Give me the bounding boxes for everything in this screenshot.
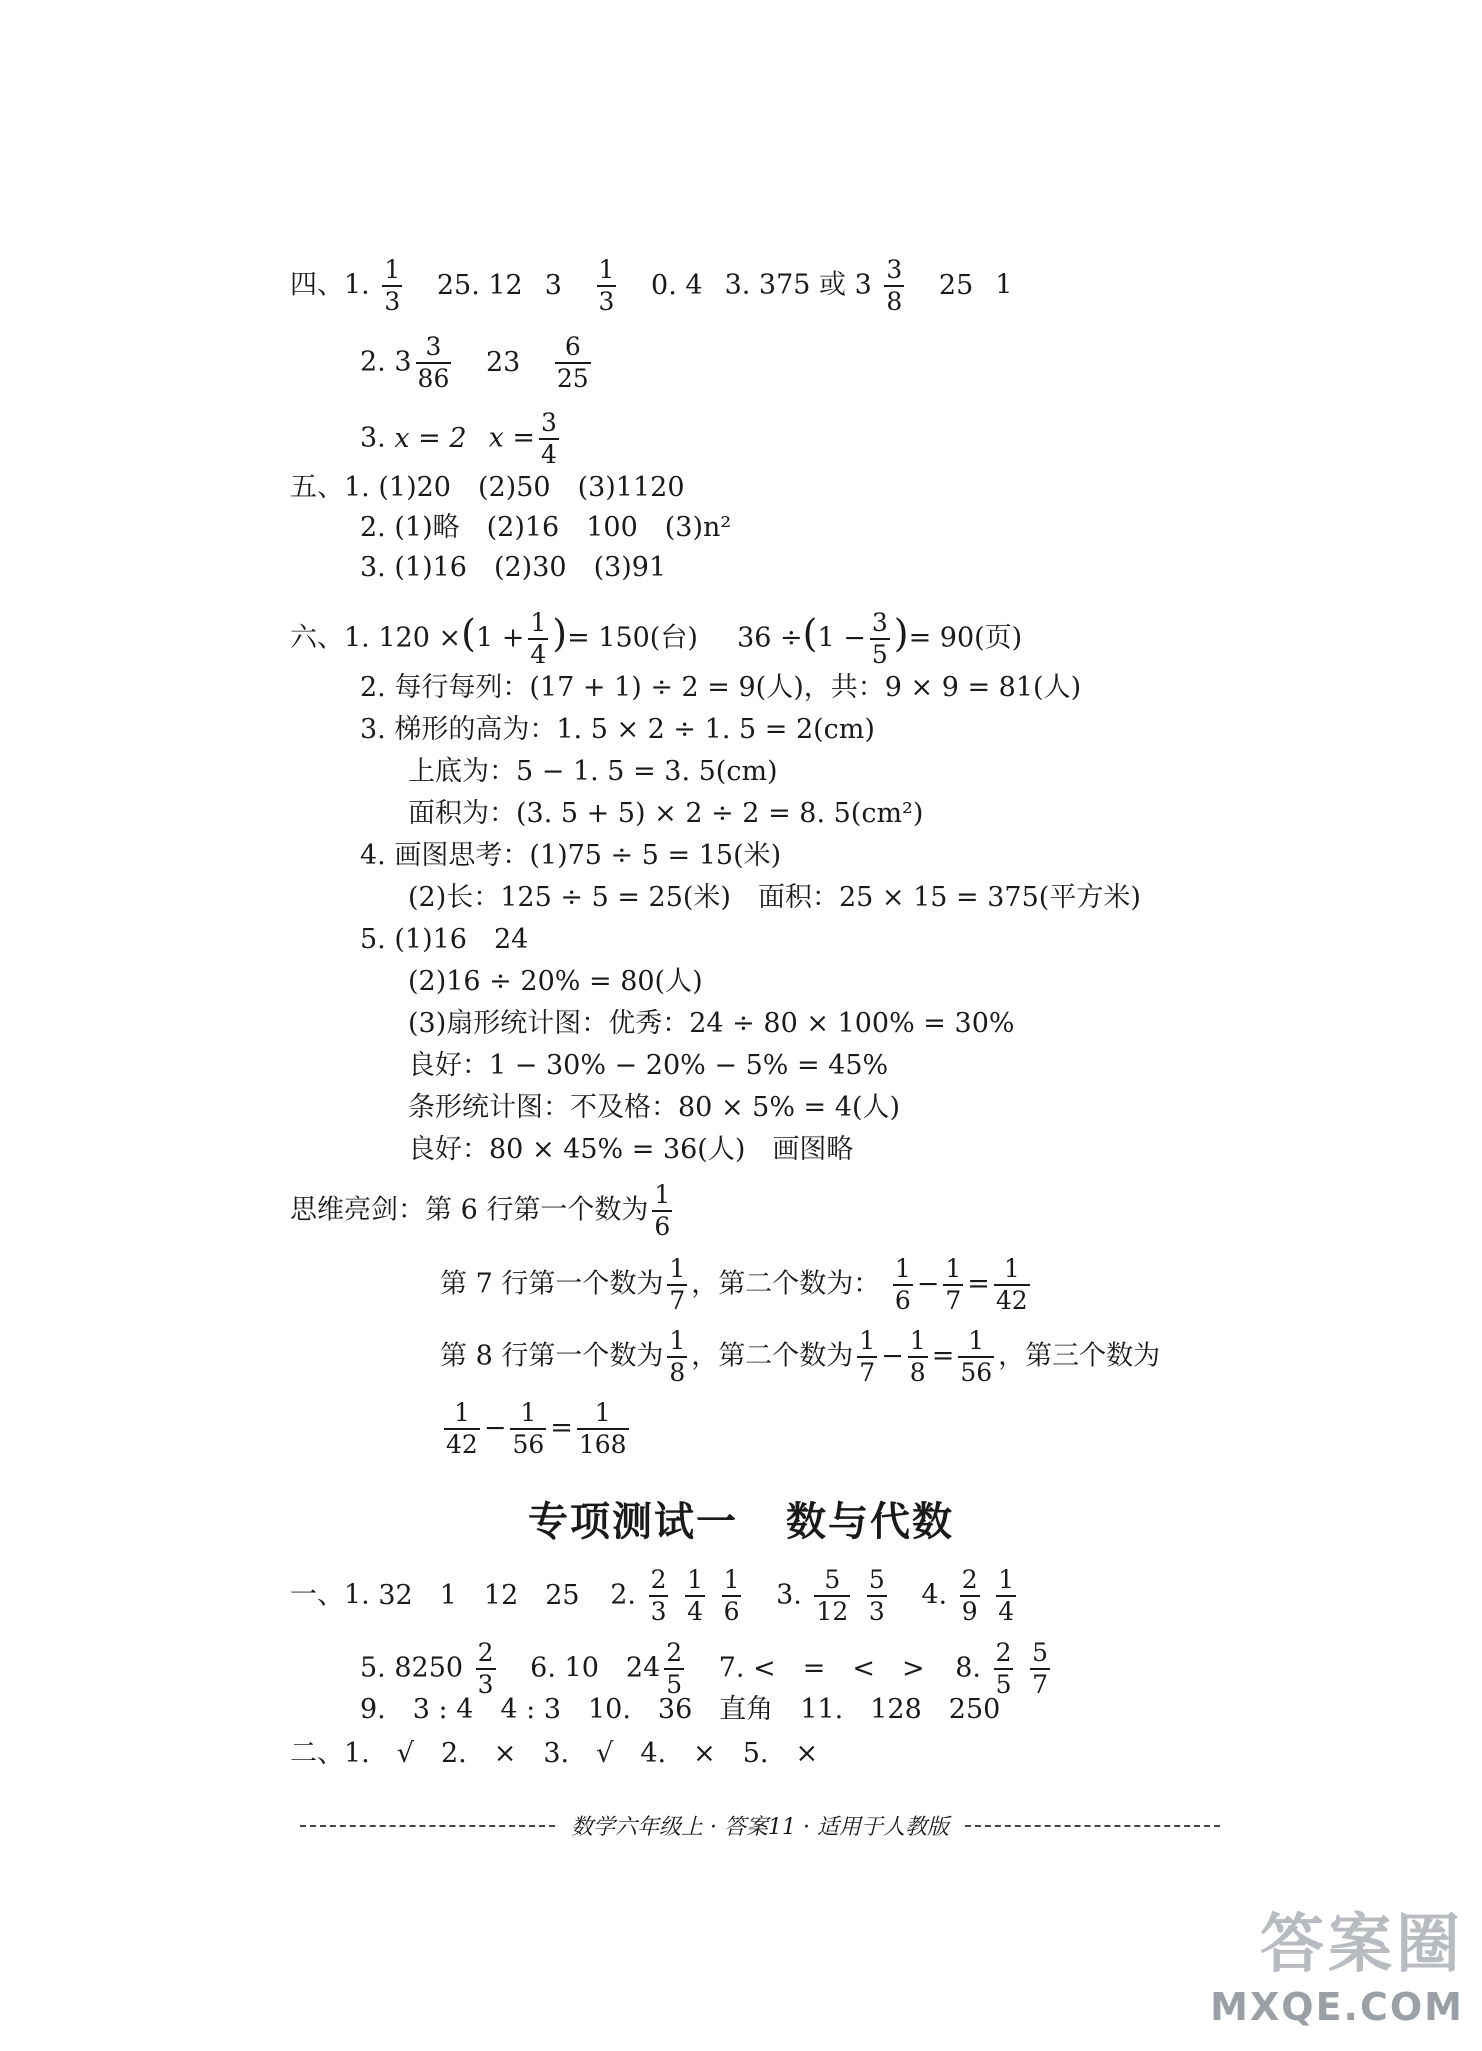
siwei-row6: 思维亮剑：第 6 行第一个数为 $\frac{1}{6}$ [290, 1180, 671, 1241]
s5-q1: 五、1. (1)20 (2)50 (3)1120 [290, 472, 685, 503]
fraction: $\frac{3}{8}$ [886, 255, 903, 316]
fraction: $\frac{1}{6}$ [654, 1180, 671, 1241]
section-label: 四、 [290, 269, 344, 301]
section-label: 二、 [290, 1738, 344, 1769]
s4-q2: 2. 3 $\frac{3}{86}$ 23 $\frac{6}{25}$ [360, 332, 589, 393]
siwei-row7: 第 7 行第一个数为 $\frac{1}{7}$ ，第二个数为： $\frac{1}{6}$ − $\frac{1}{7}$ = $\frac{1}{42}$ [440, 1254, 1028, 1315]
fraction: $\frac{3}{86}$ [417, 332, 450, 393]
fraction: $\frac{1}{6}$ [894, 1254, 911, 1315]
fraction: $\frac{2}{5}$ [995, 1638, 1012, 1699]
fraction: $\frac{5}{3}$ [868, 1565, 885, 1626]
fraction: $\frac{6}{25}$ [556, 332, 589, 393]
watermark [1210, 1893, 1464, 2029]
fraction: $\frac{2}{3}$ [477, 1638, 494, 1699]
s6-q5-line5: 条形统计图：不及格：80 × 5% = 4(人) [408, 1092, 901, 1123]
s6-q2: 2. 每行每列：(17 + 1) ÷ 2 = 9(人)，共：9 × 9 = 81(人) [360, 672, 1082, 703]
fraction: $\frac{1}{3}$ [598, 255, 615, 316]
fraction: $\frac{1}{7}$ [859, 1326, 876, 1387]
fraction: $\frac{1}{7}$ [945, 1254, 962, 1315]
s6-q5: 5. (1)16 24 [360, 924, 529, 955]
t2-row: 二、1. √ 2. × 3. √ 4. × 5. × [290, 1738, 819, 1769]
s4-q3: 3. x = 2 x = $\frac{3}{4}$ [360, 408, 557, 469]
siwei-row8: 第 8 行第一个数为 $\frac{1}{8}$ ，第二个数为 $\frac{1}{7}$ − $\frac{1}{8}$ = $\frac{1}{56}$ ，第三个数为 [440, 1326, 1161, 1387]
footer-divider-right [965, 1825, 1220, 1827]
s6-q3-line2: 上底为：5 − 1. 5 = 3. 5(cm) [408, 756, 778, 787]
page-footer [300, 1810, 1220, 1841]
s5-q2: 2. (1)略 (2)16 100 (3)n² [360, 512, 732, 543]
fraction: $\frac{1}{3}$ [384, 255, 401, 316]
fraction: $\frac{1}{168}$ [578, 1398, 627, 1459]
watermark-logo-icon: 答案圈 [1260, 1908, 1464, 1982]
s6-q5-line4: 良好：1 − 30% − 20% − 5% = 45% [408, 1050, 889, 1081]
s6-q5-line2: (2)16 ÷ 20% = 80(人) [408, 966, 703, 997]
t1-row3: 9. 3 : 4 4 : 3 10. 36 直角 11. 128 250 [360, 1694, 1001, 1725]
t1-row1: 一、1. 32 1 12 25 2. $\frac{2}{3}$ $\frac{1}{4}$ $\frac{1}{6}$ 3. $\frac{5}{12}$ $\frac{5}{3}$ 4. $\frac{2}{9}$ $\frac{1}{4}$ [290, 1565, 1015, 1626]
section-title: 专项测试一 数与代数 [528, 1499, 954, 1545]
watermark-url: MXQE.COM [1210, 1985, 1464, 2029]
fraction: $\frac{1}{56}$ [960, 1326, 993, 1387]
fraction: $\frac{3}{5}$ [871, 608, 888, 669]
section-label: 一、 [290, 1579, 344, 1611]
t1-row2: 5. 8250 $\frac{2}{3}$ 6. 10 24 $\frac{2}{5}$ 7. < = < > 8. $\frac{2}{5}$ $\frac{5}{7}$ [360, 1638, 1048, 1699]
fraction: $\frac{1}{8}$ [669, 1326, 686, 1387]
section-label: 思维亮剑： [290, 1194, 425, 1226]
s6-q3: 3. 梯形的高为：1. 5 × 2 ÷ 1. 5 = 2(cm) [360, 714, 875, 745]
s6-q3-line3: 面积为：(3. 5 + 5) × 2 ÷ 2 = 8. 5(cm²) [408, 798, 924, 829]
fraction: $\frac{1}{56}$ [512, 1398, 545, 1459]
section-label: 五、 [290, 472, 344, 503]
fraction: $\frac{5}{7}$ [1032, 1638, 1048, 1699]
fraction: $\frac{2}{5}$ [666, 1638, 683, 1699]
s6-q1: 六、1. 120 ×(1 + $\frac{1}{4}$ )= 150(台) 36 ÷(1 − $\frac{3}{5}$ )= 90(页) [290, 608, 1023, 669]
fraction: $\frac{1}{42}$ [446, 1398, 478, 1459]
s6-q4-line2: (2)长：125 ÷ 5 = 25(米) 面积：25 × 15 = 375(平方米) [408, 882, 1141, 913]
fraction: $\frac{2}{9}$ [961, 1565, 978, 1626]
s4-q1: 四、1. $\frac{1}{3}$ 25. 12 3 $\frac{1}{3}$ 0. 4 3. 375 或 3 $\frac{3}{8}$ 25 1 [290, 255, 1013, 316]
fraction: $\frac{1}{42}$ [995, 1254, 1028, 1315]
fraction: $\frac{1}{6}$ [723, 1565, 740, 1626]
fraction: $\frac{1}{4}$ [687, 1565, 703, 1626]
footer-divider-left [300, 1825, 555, 1827]
fraction: $\frac{3}{4}$ [541, 408, 557, 469]
fraction: $\frac{2}{3}$ [650, 1565, 667, 1626]
s5-q3: 3. (1)16 (2)30 (3)91 [360, 552, 667, 583]
fraction: $\frac{1}{4}$ [998, 1565, 1015, 1626]
s6-q4: 4. 画图思考：(1)75 ÷ 5 = 15(米) [360, 840, 782, 871]
fraction: $\frac{1}{4}$ [530, 608, 547, 669]
fraction: $\frac{5}{12}$ [816, 1565, 849, 1626]
s6-q5-line3: (3)扇形统计图：优秀：24 ÷ 80 × 100% = 30% [408, 1008, 1015, 1039]
siwei-row8-cont: $\frac{1}{42}$ − $\frac{1}{56}$ = $\frac{1}{168}$ [446, 1398, 627, 1459]
section-label: 六、 [290, 622, 344, 654]
fraction: $\frac{1}{7}$ [669, 1254, 686, 1315]
fraction: $\frac{1}{8}$ [909, 1326, 926, 1387]
s6-q5-line6: 良好：80 × 45% = 36(人) 画图略 [408, 1134, 854, 1165]
footer-text: 数学六年级上 · 答案11 · 适用于人教版 [571, 1815, 949, 1840]
